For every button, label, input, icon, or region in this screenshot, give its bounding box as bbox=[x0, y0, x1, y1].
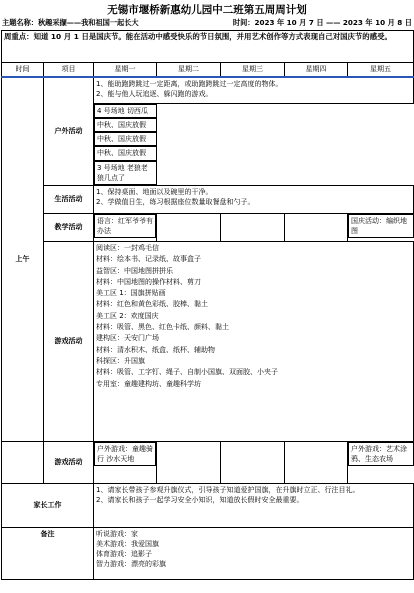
goal-row bbox=[2, 31, 414, 63]
plan-subtitle bbox=[2, 18, 412, 28]
notes-line: 智力游戏：漂亮的彩旗 bbox=[96, 560, 166, 569]
games-row bbox=[2, 241, 414, 441]
life-line-1: 1、保持桌面、地面以及碗里的干净。 bbox=[96, 187, 213, 196]
teaching-wednesday bbox=[221, 213, 285, 241]
games-line: 材料：清水积木、纸盒、纸杯、辅助物 bbox=[96, 345, 215, 354]
outdoor-monday: 4 号场地 切西瓜 bbox=[94, 104, 157, 118]
weekly-goal: 周重点：知道 10 月 1 日是国庆节。能在活动中感受快乐的节日氛围，并用艺术创作等方式表现自己对国庆节的感受。 bbox=[2, 31, 414, 63]
afternoon-games-wednesday bbox=[221, 441, 285, 483]
outdoor-thursday: 中秋、国庆放假 bbox=[94, 146, 157, 160]
games-line: 益智区：中国地图拼拼乐 bbox=[96, 266, 173, 275]
life-line-2: 2、学做值日生，练习根据座位数量取餐盘和勺子。 bbox=[96, 197, 255, 206]
notes-line: 体育游戏：追影子 bbox=[96, 550, 152, 559]
games-line: 材料：红色和黄色彩纸、胶棒、黏土 bbox=[96, 300, 208, 309]
games-line: 材料：吸管、工字钉、绳子、自制小国旗、双面胶、小夹子 bbox=[96, 368, 278, 377]
outdoor-goal-row bbox=[2, 77, 414, 104]
outdoor-wednesday: 中秋、国庆放假 bbox=[94, 132, 157, 146]
games-line: 材料：中国地图的操作材料、剪刀 bbox=[96, 277, 201, 286]
afternoon-time-cell bbox=[2, 441, 44, 483]
afternoon-games-tuesday bbox=[157, 441, 221, 483]
page-title: 无锡市堰桥新惠幼儿园中二班第五周周计划 bbox=[107, 4, 307, 16]
games-line: 美工区 1：国旗拼贴画 bbox=[96, 289, 166, 298]
games-line: 阅读区：一封鸡毛信 bbox=[96, 243, 159, 252]
outdoor-tuesday: 中秋、国庆放假 bbox=[94, 118, 157, 132]
games-line: 建构区：天安门广场 bbox=[96, 334, 159, 343]
life-label: 生活活动 bbox=[44, 185, 94, 213]
header-wednesday: 星期三 bbox=[221, 63, 285, 77]
games-line: 专用室：童趣建构坊、童趣科学坊 bbox=[96, 379, 201, 388]
games-content bbox=[94, 241, 414, 441]
outdoor-goals bbox=[94, 77, 414, 104]
header-row bbox=[2, 63, 414, 77]
life-content bbox=[94, 185, 414, 213]
afternoon-games-monday: 户外游戏：童趣骑行 沙水天地 bbox=[94, 442, 156, 466]
family-row bbox=[2, 483, 414, 527]
afternoon-games-row bbox=[2, 441, 414, 483]
life-row bbox=[2, 185, 414, 213]
weekly-plan-table bbox=[1, 30, 414, 580]
header-friday: 星期五 bbox=[348, 63, 414, 77]
teaching-friday: 国庆活动：编织地图 bbox=[348, 214, 414, 238]
outdoor-label: 户外活动 bbox=[44, 77, 94, 186]
notes-label: 备注 bbox=[2, 527, 94, 579]
header-tuesday: 星期二 bbox=[157, 63, 221, 77]
header-monday: 星期一 bbox=[94, 63, 157, 77]
family-content bbox=[94, 483, 414, 527]
notes-line: 美术游戏：我爱国旗 bbox=[96, 539, 159, 548]
teaching-tuesday bbox=[157, 213, 221, 241]
outdoor-goal-1: 1、能助跑跨跳过一定距离，或助跑跨跳过一定高度的物体。 bbox=[96, 79, 283, 88]
teaching-label: 教学活动 bbox=[44, 213, 94, 241]
notes-row bbox=[2, 527, 414, 579]
games-line: 科探区：升国旗 bbox=[96, 357, 145, 366]
notes-content bbox=[94, 527, 414, 579]
games-line: 材料：绘本书、记录纸、故事盒子 bbox=[96, 255, 201, 264]
family-label: 家长工作 bbox=[2, 483, 94, 527]
family-line-1: 1、请家长带孩子参观升旗仪式，引导孩子知道爱护国旗，在升旗时立正、行注目礼。 bbox=[96, 485, 360, 494]
family-line-2: 2、请家长和孩子一起学习安全小知识，知道放长假时安全最重要。 bbox=[96, 495, 304, 504]
teaching-row bbox=[2, 213, 414, 241]
afternoon-games-label: 游戏活动 bbox=[44, 441, 94, 483]
games-line: 材料：吸管、黑色、红色卡纸、颜料、黏土 bbox=[96, 323, 229, 332]
header-item: 项目 bbox=[44, 63, 94, 77]
afternoon-games-friday: 户外游戏：艺术涂鸦、生态农场 bbox=[348, 442, 414, 466]
header-thursday: 星期四 bbox=[285, 63, 348, 77]
teaching-thursday bbox=[285, 213, 348, 241]
date-range: 时间：2023 年 10 月 7 日 —— 2023 年 10 月 8 日 bbox=[232, 18, 412, 27]
notes-line: 听说游戏：家 bbox=[96, 529, 138, 538]
theme-name: 主题名称：秋趣采撷——我和祖国一起长大 bbox=[2, 18, 139, 27]
outdoor-friday: 3 号场地 老狼老狼几点了 bbox=[94, 161, 157, 185]
outdoor-goal-2: 2、能与他人玩追逐、躲闪跑的游戏。 bbox=[96, 89, 213, 98]
afternoon-games-thursday bbox=[285, 441, 348, 483]
games-line: 美工区 2：欢度国庆 bbox=[96, 311, 159, 320]
games-label: 游戏活动 bbox=[44, 241, 94, 441]
teaching-monday: 语言：红军爷爷有办法 bbox=[94, 214, 156, 238]
header-time: 时间 bbox=[2, 63, 44, 77]
morning-label: 上午 bbox=[2, 77, 44, 442]
